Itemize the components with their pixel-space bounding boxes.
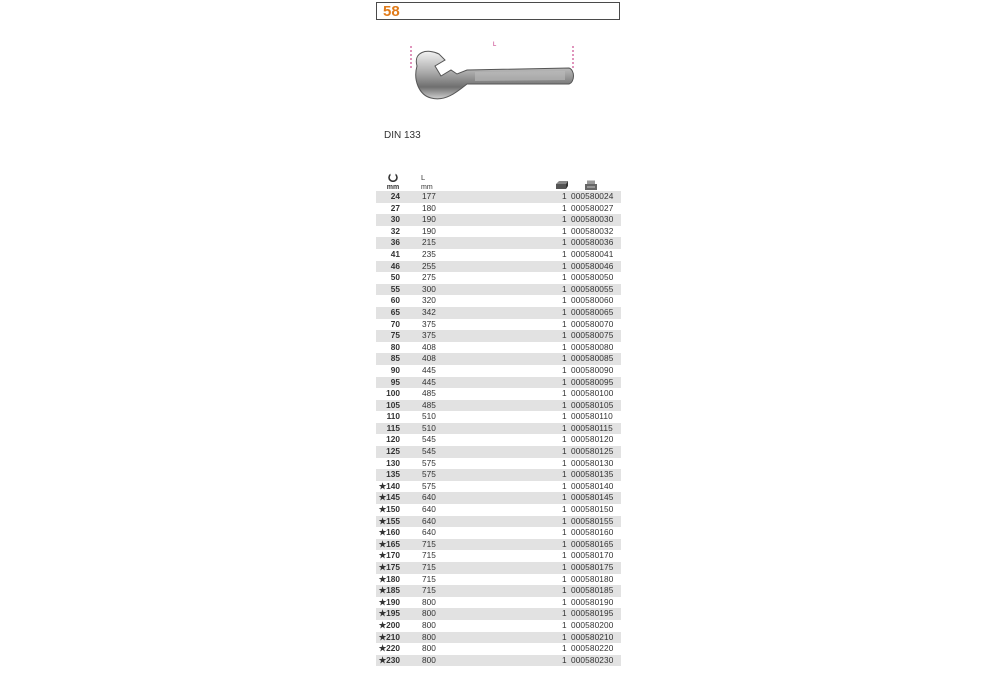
table-row bbox=[376, 608, 621, 620]
table-row bbox=[376, 574, 621, 586]
table-row bbox=[376, 237, 621, 249]
size-cell: 75 bbox=[390, 330, 400, 341]
code-cell: 000580160 bbox=[571, 527, 614, 538]
qty-cell: 1 bbox=[562, 457, 567, 468]
qty-cell: 1 bbox=[562, 527, 567, 538]
code-cell: 000580140 bbox=[571, 480, 614, 491]
standard-label: DIN 133 bbox=[384, 130, 421, 141]
table-row bbox=[376, 597, 621, 609]
table-row bbox=[376, 400, 621, 412]
qty-cell: 1 bbox=[562, 376, 567, 387]
len-cell: 510 bbox=[422, 411, 436, 422]
code-cell: 000580075 bbox=[571, 330, 614, 341]
code-cell: 000580210 bbox=[571, 631, 614, 642]
size-cell: 115 bbox=[386, 422, 400, 433]
qty-cell: 1 bbox=[562, 341, 567, 352]
qty-cell: 1 bbox=[562, 364, 567, 375]
code-cell: 000580085 bbox=[571, 353, 614, 364]
code-cell: 000580030 bbox=[571, 214, 614, 225]
len-cell: 445 bbox=[422, 364, 436, 375]
code-cell: 000580055 bbox=[571, 283, 614, 294]
qty-cell: 1 bbox=[562, 388, 567, 399]
code-cell: 000580095 bbox=[571, 376, 614, 387]
code-cell: 000580024 bbox=[571, 191, 614, 201]
qty-cell: 1 bbox=[562, 272, 567, 283]
qty-cell: 1 bbox=[562, 446, 567, 457]
qty-cell: 1 bbox=[562, 306, 567, 317]
len-cell: 255 bbox=[422, 260, 436, 271]
size-cell: ★160 bbox=[378, 527, 400, 538]
qty-cell: 1 bbox=[562, 411, 567, 422]
size-cell: ★155 bbox=[378, 515, 400, 526]
size-cell: 27 bbox=[390, 202, 400, 213]
code-cell: 000580115 bbox=[571, 422, 613, 433]
code-cell: 000580120 bbox=[571, 434, 614, 445]
table-row bbox=[376, 411, 621, 423]
size-cell: ★220 bbox=[378, 643, 400, 654]
table-row bbox=[376, 319, 621, 331]
code-cell: 000580110 bbox=[571, 411, 613, 422]
qty-cell: 1 bbox=[562, 353, 567, 364]
product-number-box bbox=[376, 2, 620, 20]
qty-cell: 1 bbox=[562, 562, 567, 572]
len-cell: 215 bbox=[422, 237, 436, 248]
table-row bbox=[376, 446, 621, 458]
qty-cell: 1 bbox=[562, 191, 567, 201]
code-cell: 000580145 bbox=[571, 492, 614, 503]
table-row bbox=[376, 481, 621, 493]
size-cell: 105 bbox=[386, 399, 400, 410]
table-row bbox=[376, 539, 621, 551]
code-cell: 000580125 bbox=[571, 446, 614, 457]
qty-cell: 1 bbox=[562, 492, 567, 503]
len-cell: 715 bbox=[422, 562, 436, 572]
len-cell: 235 bbox=[422, 248, 436, 259]
len-cell: 800 bbox=[422, 596, 436, 607]
code-cell: 000580190 bbox=[571, 596, 614, 607]
len-cell: 408 bbox=[422, 341, 436, 352]
code-cell: 000580165 bbox=[571, 538, 614, 549]
product-number: 58 bbox=[383, 3, 400, 20]
size-cell: 60 bbox=[390, 295, 400, 306]
qty-cell: 1 bbox=[562, 585, 567, 596]
size-cell: ★190 bbox=[378, 596, 400, 607]
qty-cell: 1 bbox=[562, 422, 567, 433]
table-row bbox=[376, 504, 621, 516]
code-cell: 000580036 bbox=[571, 237, 614, 248]
size-cell: 24 bbox=[390, 191, 400, 201]
code-cell: 000580180 bbox=[571, 573, 614, 584]
code-cell: 000580070 bbox=[571, 318, 614, 329]
qty-cell: 1 bbox=[562, 260, 567, 271]
table-row bbox=[376, 469, 621, 481]
code-cell: 000580060 bbox=[571, 295, 614, 306]
size-cell: 95 bbox=[390, 376, 400, 387]
len-cell: 375 bbox=[422, 318, 436, 329]
qty-cell: 1 bbox=[562, 480, 567, 491]
qty-cell: 1 bbox=[562, 318, 567, 329]
table-row bbox=[376, 562, 621, 574]
table-row bbox=[376, 655, 621, 667]
table-row bbox=[376, 550, 621, 562]
len-cell: 180 bbox=[422, 202, 436, 213]
len-cell: 300 bbox=[422, 283, 436, 294]
size-cell: ★145 bbox=[378, 492, 400, 503]
table-row bbox=[376, 365, 621, 377]
size-cell: 50 bbox=[390, 272, 400, 283]
wrench-drawing bbox=[405, 40, 585, 112]
code-cell: 000580175 bbox=[571, 562, 614, 572]
qty-cell: 1 bbox=[562, 225, 567, 236]
table-row bbox=[376, 261, 621, 273]
dimension-label: L bbox=[493, 42, 497, 48]
len-cell: 575 bbox=[422, 469, 436, 480]
len-cell: 800 bbox=[422, 631, 436, 642]
size-cell: 100 bbox=[386, 388, 400, 399]
qty-cell: 1 bbox=[562, 202, 567, 213]
size-cell: ★230 bbox=[378, 654, 400, 665]
size-cell: ★170 bbox=[378, 550, 400, 561]
qty-cell: 1 bbox=[562, 631, 567, 642]
size-cell: 130 bbox=[386, 457, 400, 468]
size-cell: 46 bbox=[390, 260, 400, 271]
table-row bbox=[376, 342, 621, 354]
table-row bbox=[376, 434, 621, 446]
len-cell: 640 bbox=[422, 504, 436, 515]
code-cell: 000580100 bbox=[571, 388, 614, 399]
len-cell: 640 bbox=[422, 492, 436, 503]
code-cell: 000580105 bbox=[571, 399, 614, 410]
table-row bbox=[376, 423, 621, 435]
code-cell: 000580185 bbox=[571, 585, 614, 596]
table-row bbox=[376, 307, 621, 319]
code-cell: 000580050 bbox=[571, 272, 614, 283]
len-cell: 510 bbox=[422, 422, 436, 433]
size-cell: 90 bbox=[390, 364, 400, 375]
qty-cell: 1 bbox=[562, 295, 567, 306]
code-cell: 000580200 bbox=[571, 619, 614, 630]
table-row bbox=[376, 272, 621, 284]
size-cell: ★210 bbox=[378, 631, 400, 642]
code-cell: 000580170 bbox=[571, 550, 614, 561]
size-cell: 135 bbox=[386, 469, 400, 480]
len-cell: 485 bbox=[422, 399, 436, 410]
qty-cell: 1 bbox=[562, 643, 567, 654]
length-header: L bbox=[421, 173, 426, 182]
len-cell: 190 bbox=[422, 214, 436, 225]
len-cell: 545 bbox=[422, 446, 436, 457]
qty-cell: 1 bbox=[562, 434, 567, 445]
len-cell: 800 bbox=[422, 643, 436, 654]
size-cell: ★165 bbox=[378, 538, 400, 549]
spec-table bbox=[376, 191, 621, 666]
qty-cell: 1 bbox=[562, 237, 567, 248]
table-row bbox=[376, 620, 621, 632]
qty-cell: 1 bbox=[562, 538, 567, 549]
code-cell: 000580195 bbox=[571, 608, 614, 619]
table-row bbox=[376, 527, 621, 539]
len-cell: 445 bbox=[422, 376, 436, 387]
len-cell: 715 bbox=[422, 573, 436, 584]
table-row bbox=[376, 203, 621, 215]
code-cell: 000580230 bbox=[571, 654, 614, 665]
code-cell: 000580041 bbox=[571, 248, 614, 259]
qty-cell: 1 bbox=[562, 608, 567, 619]
qty-cell: 1 bbox=[562, 469, 567, 480]
size-cell: 55 bbox=[390, 283, 400, 294]
code-cell: 000580046 bbox=[571, 260, 614, 271]
code-cell: 000580155 bbox=[571, 515, 614, 526]
length-unit-header: mm bbox=[421, 184, 433, 191]
size-cell: 65 bbox=[390, 306, 400, 317]
qty-cell: 1 bbox=[562, 550, 567, 561]
size-cell: 70 bbox=[390, 318, 400, 329]
size-cell: ★150 bbox=[378, 504, 400, 515]
code-icon bbox=[584, 180, 598, 191]
code-cell: 000580027 bbox=[571, 202, 614, 213]
table-row bbox=[376, 585, 621, 597]
len-cell: 275 bbox=[422, 272, 436, 283]
size-cell: ★195 bbox=[378, 608, 400, 619]
table-row bbox=[376, 632, 621, 644]
size-cell: 85 bbox=[390, 353, 400, 364]
code-cell: 000580032 bbox=[571, 225, 614, 236]
len-cell: 575 bbox=[422, 457, 436, 468]
wrench-size-icon bbox=[384, 173, 402, 182]
size-cell: 32 bbox=[390, 225, 400, 236]
table-row bbox=[376, 377, 621, 389]
size-cell: ★185 bbox=[378, 585, 400, 596]
qty-cell: 1 bbox=[562, 504, 567, 515]
package-icon bbox=[555, 180, 569, 190]
len-cell: 800 bbox=[422, 654, 436, 665]
table-row bbox=[376, 643, 621, 655]
len-cell: 715 bbox=[422, 550, 436, 561]
code-cell: 000580080 bbox=[571, 341, 614, 352]
len-cell: 545 bbox=[422, 434, 436, 445]
len-cell: 640 bbox=[422, 527, 436, 538]
table-row bbox=[376, 492, 621, 504]
size-cell: 36 bbox=[390, 237, 400, 248]
qty-cell: 1 bbox=[562, 619, 567, 630]
len-cell: 715 bbox=[422, 585, 436, 596]
table-row bbox=[376, 516, 621, 528]
len-cell: 190 bbox=[422, 225, 436, 236]
size-cell: 80 bbox=[390, 341, 400, 352]
size-cell: 110 bbox=[386, 411, 400, 422]
qty-cell: 1 bbox=[562, 515, 567, 526]
size-cell: ★180 bbox=[378, 573, 400, 584]
size-unit-header: mm bbox=[386, 184, 400, 191]
qty-cell: 1 bbox=[562, 573, 567, 584]
table-row bbox=[376, 330, 621, 342]
size-cell: ★200 bbox=[378, 619, 400, 630]
len-cell: 715 bbox=[422, 538, 436, 549]
size-cell: ★175 bbox=[378, 562, 400, 572]
code-cell: 000580220 bbox=[571, 643, 614, 654]
size-cell: ★140 bbox=[378, 480, 400, 491]
len-cell: 640 bbox=[422, 515, 436, 526]
qty-cell: 1 bbox=[562, 330, 567, 341]
code-cell: 000580130 bbox=[571, 457, 614, 468]
qty-cell: 1 bbox=[562, 283, 567, 294]
len-cell: 320 bbox=[422, 295, 436, 306]
table-row bbox=[376, 388, 621, 400]
size-cell: 30 bbox=[390, 214, 400, 225]
len-cell: 177 bbox=[422, 191, 436, 201]
len-cell: 342 bbox=[422, 306, 436, 317]
len-cell: 408 bbox=[422, 353, 436, 364]
qty-cell: 1 bbox=[562, 214, 567, 225]
len-cell: 485 bbox=[422, 388, 436, 399]
qty-cell: 1 bbox=[562, 248, 567, 259]
code-cell: 000580150 bbox=[571, 504, 614, 515]
code-cell: 000580090 bbox=[571, 364, 614, 375]
qty-cell: 1 bbox=[562, 654, 567, 665]
size-cell: 125 bbox=[386, 446, 400, 457]
len-cell: 575 bbox=[422, 480, 436, 491]
table-row bbox=[376, 458, 621, 470]
table-row bbox=[376, 284, 621, 296]
table-row bbox=[376, 295, 621, 307]
qty-cell: 1 bbox=[562, 596, 567, 607]
qty-cell: 1 bbox=[562, 399, 567, 410]
size-cell: 120 bbox=[386, 434, 400, 445]
table-row bbox=[376, 249, 621, 261]
table-row bbox=[376, 353, 621, 365]
code-cell: 000580065 bbox=[571, 306, 614, 317]
len-cell: 800 bbox=[422, 608, 436, 619]
table-row bbox=[376, 191, 621, 203]
len-cell: 375 bbox=[422, 330, 436, 341]
table-row bbox=[376, 226, 621, 238]
code-cell: 000580135 bbox=[571, 469, 614, 480]
len-cell: 800 bbox=[422, 619, 436, 630]
size-cell: 41 bbox=[390, 248, 400, 259]
table-row bbox=[376, 214, 621, 226]
